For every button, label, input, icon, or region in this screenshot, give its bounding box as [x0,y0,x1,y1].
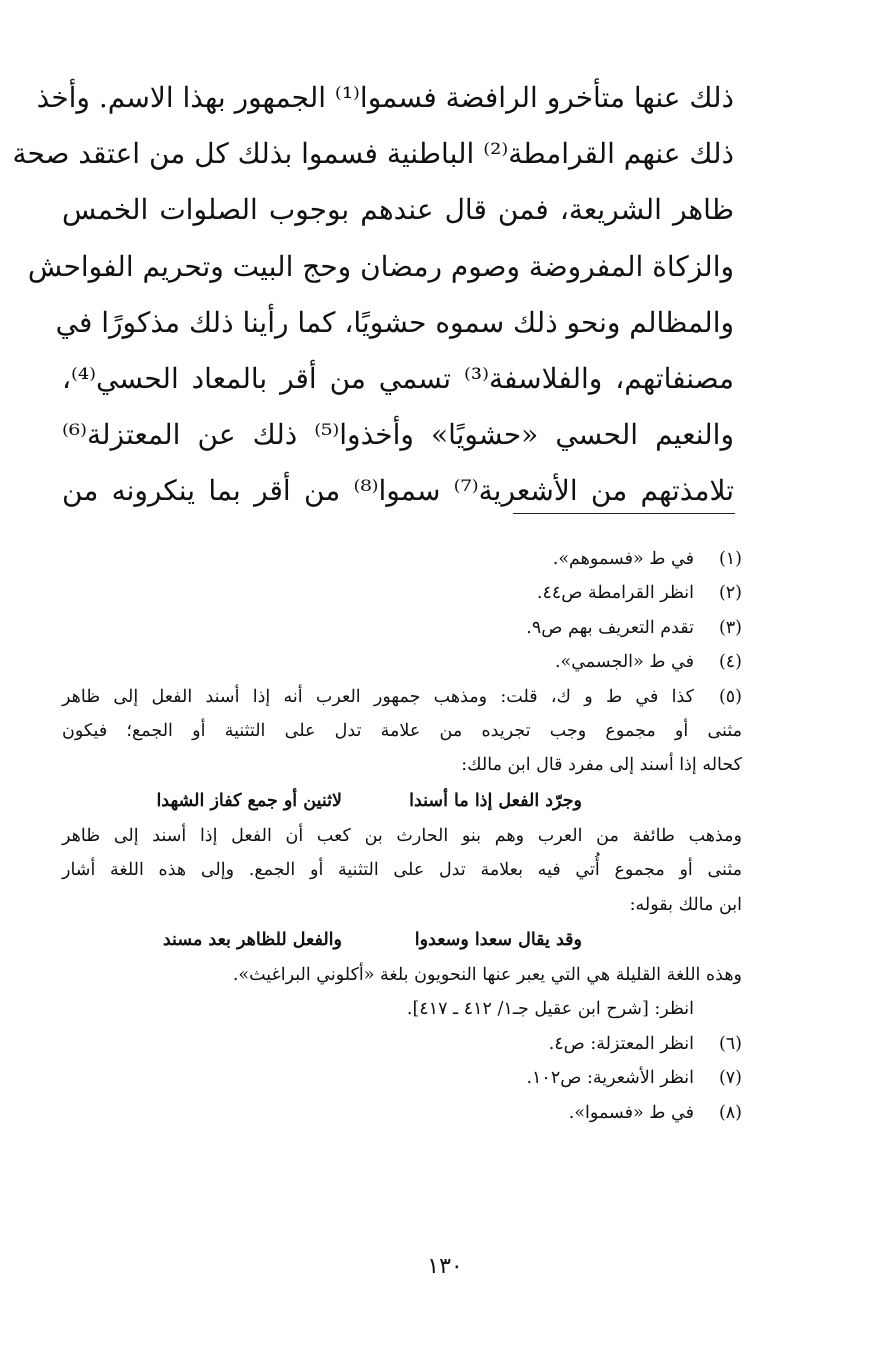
main-line: والمظالم ونحو ذلك سموه حشويًا، كما رأينا ذلك مذكورًا في [55,305,734,339]
footnote-number: (٨) [718,1102,742,1123]
footnote-number: (٦) [718,1033,742,1054]
footnote-line: انظر: [شرح ابن عقيل جـ١/ ٤١٢ ـ ٤١٧]. [406,999,694,1020]
main-line: والزكاة المفروضة وصوم رمضان وحج البيت وتحريم الفواحش [27,249,734,283]
verse-hemistich: والفعل للظاهر بعد مسند [162,930,342,951]
verse-line [62,783,742,819]
footnote-7 [62,1061,742,1095]
footnote-3 [62,611,742,645]
page-number: ١٣٠ [427,1254,463,1279]
footnote-4 [62,645,742,679]
footnote-separator [513,513,735,514]
footnote-line: ابن مالك بقوله: [629,894,742,915]
footnote-line: مثنى أو مجموع أُتي فيه بعلامة تدل على التثنية أو الجمع. وإلى هذه اللغة أشار [62,860,742,881]
footnote-text: تقدم التعريف بهم ص٩. [526,617,694,638]
footnote-line: وهذه اللغة القليلة هي التي يعبر عنها النحويون بلغة «أكلوني البراغيث». [232,965,742,986]
footnote-text: في ط «الجسمي». [554,652,694,673]
footnote-line: مثنى أو مجموع وجب تجريده من علامة تدل على التثنية أو الجمع؛ فيكون [62,721,742,742]
main-line: والنعيم الحسي «حشويًا» وأخذوا⁽⁵⁾ ذلك عن المعتزلة⁽⁶⁾ [62,418,734,452]
footnote-line: كحاله إذا أسند إلى مفرد قال ابن مالك: [461,755,742,776]
main-text-block [12,70,734,520]
footnote-number: (٤) [718,652,742,673]
verse-hemistich: وجرّد الفعل إذا ما أسندا [409,790,582,811]
footnote-line: ومذهب طائفة من العرب وهم بنو الحارث بن كعب أن الفعل إذا أسند إلى ظاهر [62,825,742,846]
footnote-text: انظر القرامطة ص٤٤. [536,583,694,604]
verse-line [62,922,742,958]
footnote-number: (٧) [718,1068,742,1089]
footnote-8 [62,1096,742,1130]
footnote-text: انظر المعتزلة: ص٤. [548,1033,694,1054]
verse-hemistich: وقد يقال سعدا وسعدوا [414,930,582,951]
footnote-5 [62,680,742,714]
footnote-text: في ط «فسموهم». [552,549,694,569]
footnote-2 [62,576,742,610]
footnote-6 [62,1027,742,1061]
footnotes-block [62,542,742,1130]
verse-hemistich: لاثنين أو جمع كفاز الشهدا [156,790,342,811]
footnote-1 [62,542,742,576]
main-line: ذلك عنها متأخرو الرافضة فسموا⁽¹⁾ الجمهور بهذا الاسم. وأخذ [36,81,734,114]
footnote-number: (٣) [718,617,742,638]
main-line: ظاهر الشريعة، فمن قال عندهم بوجوب الصلوات الخمس [62,193,734,227]
footnote-text: انظر الأشعرية: ص١٠٢. [526,1068,694,1089]
footnote-number: (٥) [718,686,742,707]
main-line: ذلك عنهم القرامطة⁽²⁾ الباطنية فسموا بذلك كل من اعتقد صحة [12,137,734,171]
footnote-text: في ط «فسموا». [568,1102,694,1123]
footnote-line: كذا في ط و ك، قلت: ومذهب جمهور العرب أنه إذا أسند الفعل إلى ظاهر [62,686,694,707]
main-line: مصنفاتهم، والفلاسفة⁽³⁾ تسمي من أقر بالمعاد الحسي⁽⁴⁾، [62,361,734,395]
main-line: تلامذتهم من الأشعرية⁽⁷⁾ سموا⁽⁸⁾ من أقر بما ينكرونه من [62,474,734,508]
footnote-number: (١) [718,549,742,569]
footnote-number: (٢) [718,583,742,604]
